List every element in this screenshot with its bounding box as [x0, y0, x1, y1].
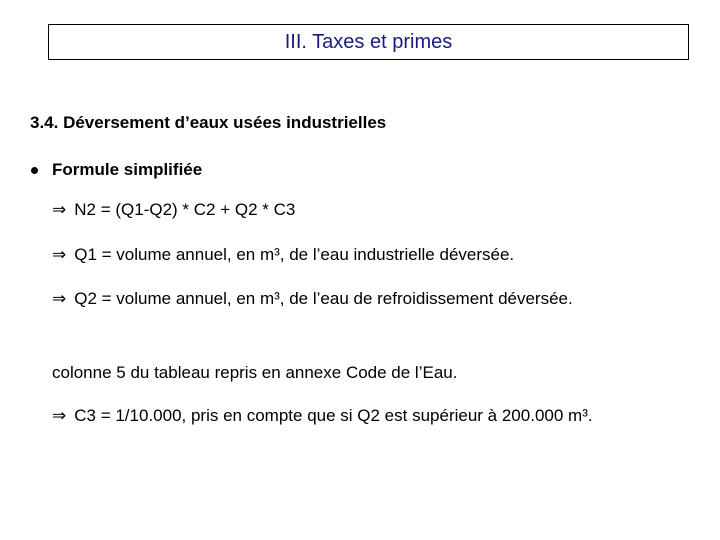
implies-arrow-icon: ⇒ [52, 200, 67, 220]
q1-definition-text: Q1 = volume annuel, en m³, de l’eau industrielle déversée. [74, 245, 515, 264]
c3-definition-line [52, 406, 593, 426]
slide-title: III. Taxes et primes [284, 30, 453, 53]
bullet-label: Formule simplifiée [52, 160, 203, 179]
c3-definition-text: C3 = 1/10.000, pris en compte que si Q2 est supérieur à 200.000 m³. [74, 406, 593, 425]
q1-definition-line [52, 245, 514, 265]
formula-line [52, 200, 295, 220]
implies-arrow-icon: ⇒ [52, 406, 67, 426]
implies-arrow-icon: ⇒ [52, 289, 67, 309]
bullet-item [30, 160, 202, 180]
slide-title-box [48, 24, 689, 60]
q2-definition-line [52, 289, 573, 309]
c2-reference-text: colonne 5 du tableau repris en annexe Code de l’Eau. [52, 363, 458, 382]
bullet-dot-icon [31, 167, 38, 174]
implies-arrow-icon: ⇒ [52, 245, 67, 265]
formula-text: N2 = (Q1-Q2) * C2 + Q2 * C3 [74, 200, 296, 219]
section-heading: 3.4. Déversement d’eaux usées industrielles [30, 113, 387, 132]
q2-definition-text: Q2 = volume annuel, en m³, de l’eau de refroidissement déversée. [74, 289, 573, 308]
c2-reference-line [52, 363, 457, 383]
